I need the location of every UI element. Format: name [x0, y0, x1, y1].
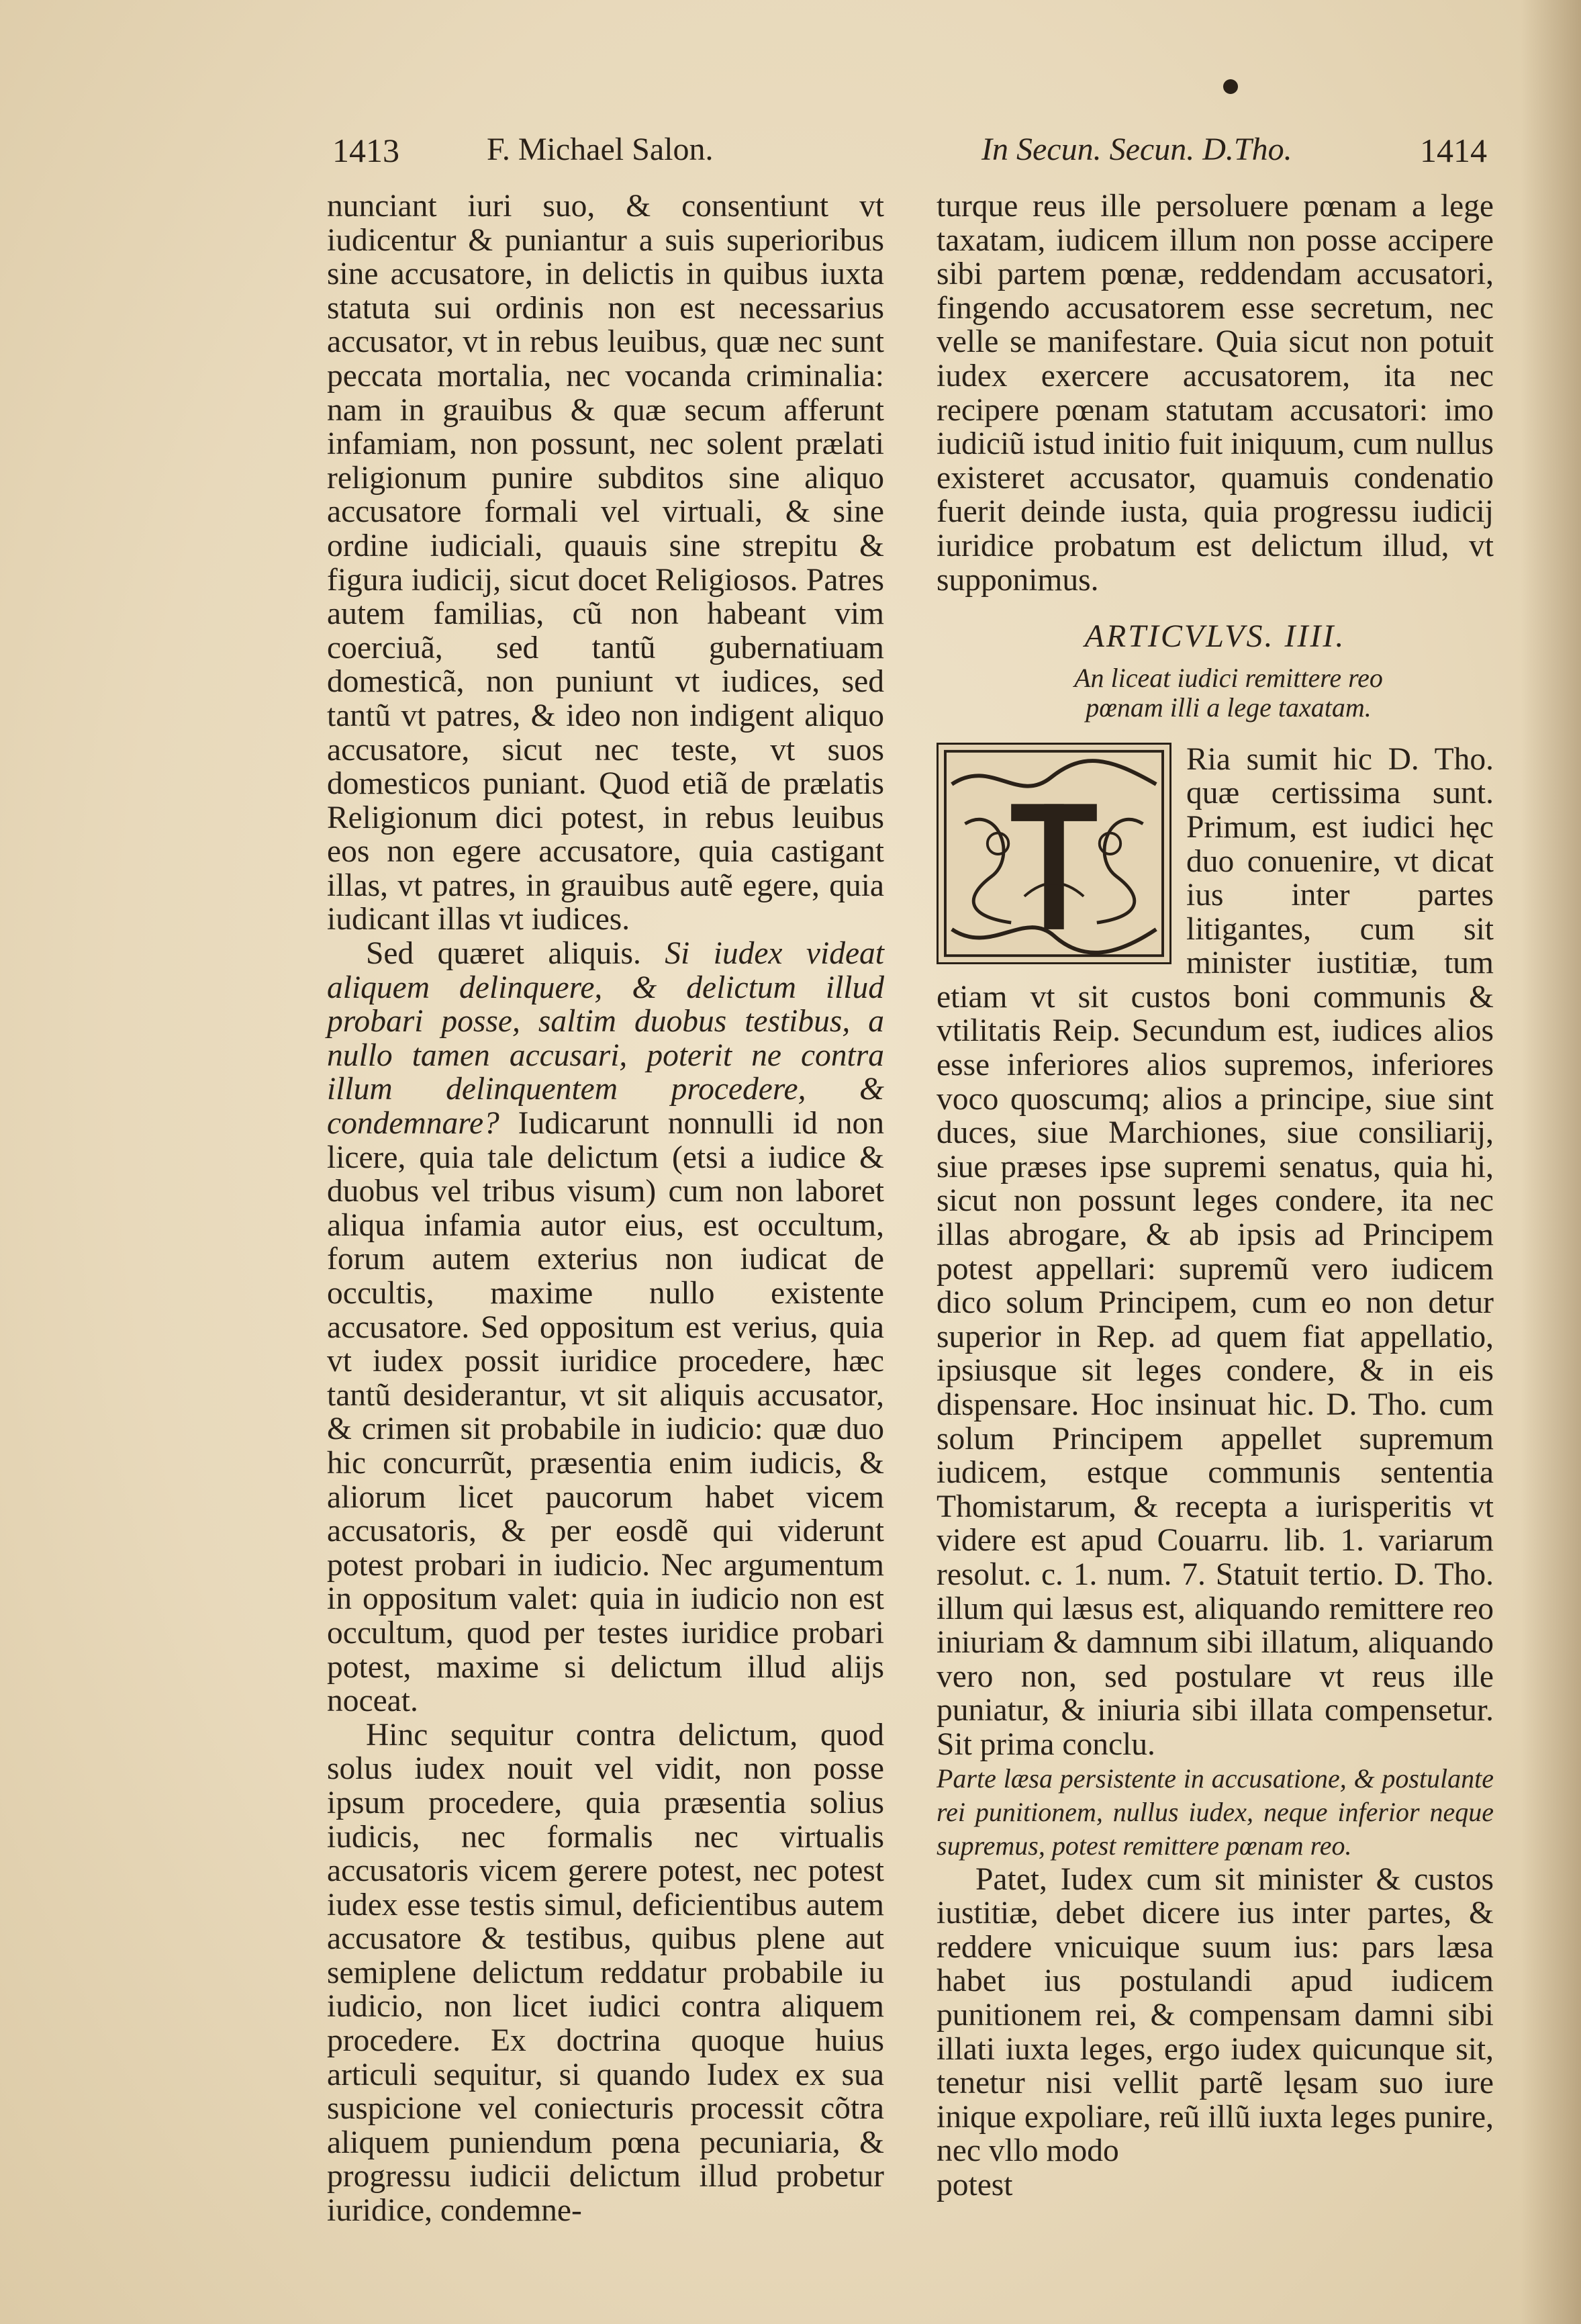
page-gutter-shadow [1521, 0, 1581, 2324]
para2-lead: Sed quæret aliquis. [366, 936, 665, 972]
para2-question: Si iudex videat aliquem delinquere, & delictum illud probari posse, saltim duobus testibus, a nullo tamen accusari, poterit ne contra illum delinquentem procedere, & condemnare? [327, 936, 884, 1142]
right-paragraph-3: Patet, Iudex cum sit minister & custos iustitiæ, debet dicere ius inter partes, & reddere vnicuique suum ius: pars læsa habet ius postulandi apud iudicem punitionem rei, & compensam damni sibi illati iuxta leges, ergo iudex quicunque sit, tenetur nisi vellit partẽ lęsam suo iure inique expoliare, reũ illũ iuxta leges punire, nec vllo modo [937, 1861, 1494, 2169]
running-title: In Secun. Secun. D.Tho. [981, 132, 1292, 167]
left-paragraph-2 [327, 937, 884, 1718]
right-paragraph-2: Ria sumit hic D. Tho. quæ certissima sunt. Primum, est iudici hęc duo conuenire, vt dicat ius inter partes litigantes, cum sit minister iustitiæ, tum etiam vt sit custos boni communis & vtilitatis Reip. Secundum est, iudices alios esse inferiores alios supremos, inferiores voco quoscumq; alios a principe, siue sint duces, siue Marchiones, siue consiliarij, siue præses ipse supremi senatus, quia hi, sicut non possunt leges condere, ita nec illas abrogare, & ab ipsis ad Principem potest appellari: supremũ vero iudicem dico solum Principem, cum eo non detur superior in Rep. ad quem fiat appellatio, ipsiusque sit leges condere, & in eis dispensare. Hoc insinuat hic. D. Tho. cum solum Principem appellet supremum iudicem, estque communis sententia Thomistarum, & recepta a iurisperitis vt videre est apud Couarru. lib. 1. variarum resolut. c. 1. num. 7. Statuit tertio. D. Tho. illum qui læsus est, aliquando remittere reo iniuriam & damnum sibi illatum, aliquando vero non, sed postulare vt reus ille puniatur, & iniuria sibi illata compensetur. Sit prima conclu. [937, 741, 1494, 1762]
page-number-right: 1414 [1420, 132, 1487, 169]
ink-dot-ornament [1223, 79, 1238, 94]
running-header [0, 131, 1581, 185]
left-column [327, 189, 884, 2228]
running-author: F. Michael Salon. [487, 132, 714, 167]
catchword: potest [937, 2167, 1013, 2202]
decorated-initial-t [937, 743, 1171, 964]
right-paragraph-2-block [937, 743, 1494, 1762]
para2-rest: Iudicarunt nonnulli id non licere, quia tale delictum (etsi a iudice & duobus vel tribus visum) cum non laboret aliqua infamia autor eius, est occultum, forum autem exterius non iudicat de occultis, maxime nullo existente accusatore. Sed oppositum est verius, quia vt iudex possit iuridice procedere, hæc tantũ desiderantur, vt sit aliquis accusator, & crimen sit probabile in iudicio: quæ duo hic concurrũt, præsentia enim iudicis, & aliorum licet paucorum habet vicem accusatoris, & per eosdẽ qui viderunt potest probari in iudicio. Nec argumentum in oppositum valet: quia in iudicio non est occultum, quod per testes iuridice probari potest, maxime si delictum illud alijs noceat. [327, 1106, 884, 1719]
page-number-left: 1413 [332, 132, 399, 169]
first-conclusion: Parte læsa persistente in accusatione, & postulante rei punitionem, nullus iudex, neque inferior neque supremus, potest remittere pœnam reo. [937, 1763, 1494, 1861]
right-column [937, 189, 1494, 2202]
left-paragraph-1: nunciant iuri suo, & consentiunt vt iudicentur & puniantur a suis superioribus sine accusatore, in delictis in quibus iuxta statuta sui ordinis non est necessarius accusator, vt in rebus leuibus, quæ nec sunt peccata mortalia, nec vocanda criminalia: nam in grauibus & quæ secum afferunt infamiam, non possunt, nec solent prælati religionum punire subditos sine aliquo accusatore formali vel virtuali, & sine ordine iudiciali, quauis sine strepitu & figura iudicij, sicut docet Religiosos. Patres autem familias, cũ non habeant vim coerciuã, sed tantũ gubernatiuam domesticã, non puniunt vt iudices, sed tantũ vt patres, & ideo non indigent aliquo accusatore, sicut nec teste, vt suos domesticos puniant. Quod etiã de prælatis Religionum dici potest, in rebus leuibus eos non egere accusatore, quia castigant illas, vt patres, in grauibus autẽ egere, quia iudicant illas vt iudices. [327, 189, 884, 937]
article-question: An liceat iudici remittere reo pœnam illi a lege taxatam. [1074, 662, 1383, 723]
left-paragraph-3: Hinc sequitur contra delictum, quod solus iudex nouit vel vidit, non posse ipsum procedere, quia præsentia solius iudicis, nec formalis nec virtualis accusatoris vicem gerere potest, nec potest iudex esse testis simul, deficientibus autem accusatore & testibus, quibus plene aut semiplene delictum reddatur probabile iu iudicio, non licet iudici contra aliquem procedere. Ex doctrina quoque huius articuli sequitur, si quando Iudex ex sua suspicione vel coniecturis processit cõtra aliquem puniendum pœna pecuniaria, & progressu iudicii delictum illud probetur iuridice, condemne- [327, 1717, 884, 2229]
woodcut-initial-icon [939, 745, 1169, 962]
article-heading: ARTICVLVS. IIII. [1084, 618, 1346, 655]
right-paragraph-1: turque reus ille persoluere pœnam a lege taxatam, iudicem illum non posse accipere sibi partem pœnæ, reddendam accusatori, fingendo accusatorem esse secretum, nec velle se manifestare. Quia sicut non potuit iudex exercere accusatorem, ita nec recipere pœnam statutam accusatori: imo iudiciũ istud initio fuit iniquum, cum nullus existeret accusator, quamuis condenatio fuerit deinde iusta, quia progressu iudicij iuridice probatum est delictum illud, vt supponimus. [937, 189, 1494, 598]
